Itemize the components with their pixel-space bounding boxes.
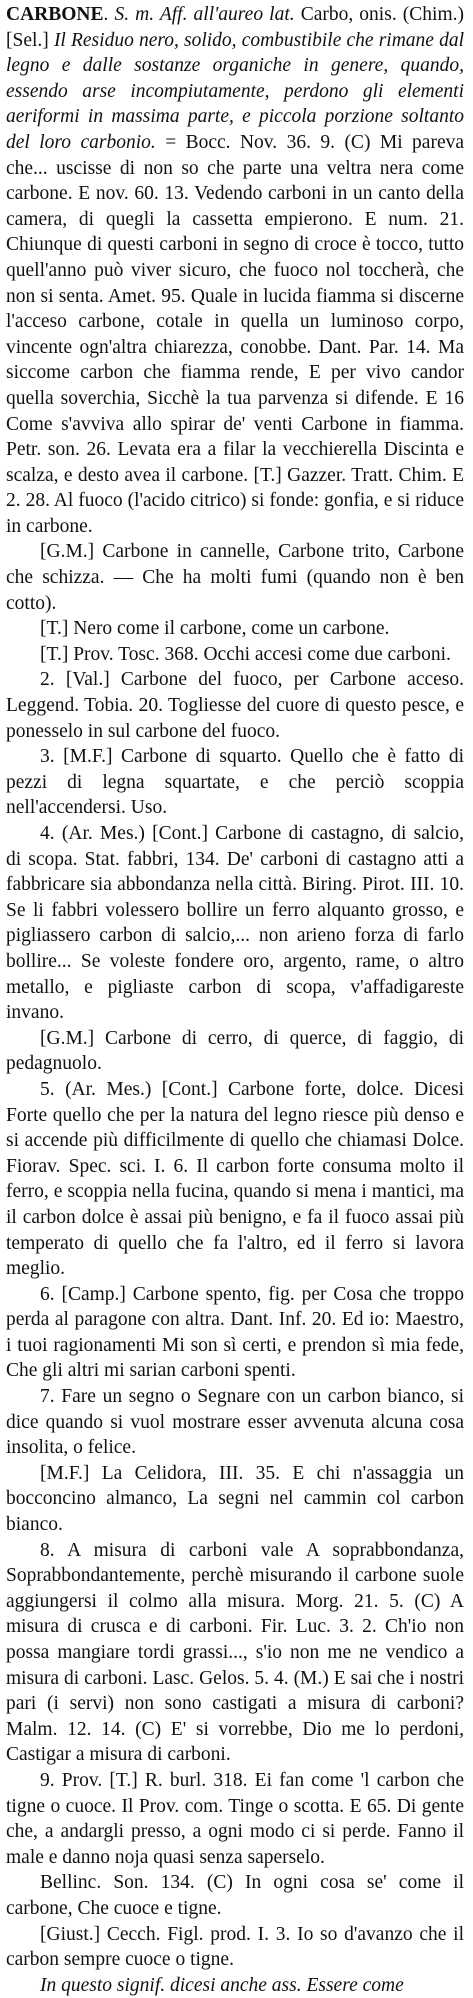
field-label: (Chim.) bbox=[402, 4, 464, 25]
sense-5: 5. (Ar. Mes.) [Cont.] Carbone forte, dolce. Dicesi Forte quello che per la natura del legno riesce più denso e si accende più difficilmente di quello che chiamasi Dolce. Fiorav. Spec. sci. I. 6. Il carbon forte consuma molto il ferro, e scoppia nella fucina, quando si mena i mantici, ma il carbon dolce è assai più benigno, e fa il fuoco assai più temperato di quello che fa l'altro, ed il ferro si lavora meglio. bbox=[6, 1078, 464, 1280]
sense-6: 6. [Camp.] Carbone spento, fig. per Cosa che troppo perda al paragone con altra. Dant. Inf. 20. Ed io: Maestro, i tuoi ragionamenti Mi son sì certi, e prendon sì mia fede, Che gli altri mi sarian carboni spenti. bbox=[6, 1283, 464, 1382]
dictionary-entry bbox=[6, 2, 464, 1998]
etymology: Carbo, onis. bbox=[300, 4, 397, 25]
sense-2: 2. [Val.] Carbone del fuoco, per Carbone acceso. Leggend. Tobia. 20. Togliesse del cuore di questo pesce, e ponesselo in sul carbone del fuoco. bbox=[6, 669, 464, 742]
sense-t-1: [T.] Nero come il carbone, come un carbone. bbox=[40, 618, 390, 640]
citation-bellinc: Bellinc. Son. 134. (C) In ogni cosa se' come il carbone, Che cuoce e tigne. bbox=[6, 1872, 464, 1919]
citation-giust: [Giust.] Cecch. Figl. prod. I. 3. Io so d'avanzo che il carbon sempre cuoce o tigne. bbox=[6, 1923, 464, 1971]
sense-3: 3. [M.F.] Carbone di squarto. Quello che è fatto di pezzi di legna squartate, e che perciò scoppia nell'accendersi. Uso. bbox=[6, 746, 464, 819]
sense-8: 8. A misura di carboni vale A soprabbondanza, Soprabbondantemente, perchè misurando il carbone suole aggiungersi il colmo alla misura. Morg. 21. 5. (C) A misura di crusca e di carboni. Fir. Luc. 3. 2. Ch'io non possa mangiare tordi grassi..., s'io non me ne vendico a misura di carboni. Lasc. Gelos. 5. 4. (M.) E sai che i nostri pari (i servi) non sono castigati a misura di carboni? Malm. 12. 14. (C) E' si vorrebbe, Dio me lo perdoni, Castigar a misura di carboni. bbox=[6, 1539, 464, 1766]
definition: Il Residuo nero, solido, combustibile che rimane dal legno e dalle sostanze organiche in genere, quando, essendo arse incompiutamente, perdono gli elementi aeriformi in massima parte, e piccola porzione soltanto del loro carbonio. bbox=[6, 29, 465, 153]
citations-1: = Bocc. Nov. 36. 9. (C) Mi pareva che... uscisse di non so che parte una veltra nera come carbone. E nov. 60. 13. Vedendo carboni in un canto della camera, di quegli la cassetta empierono. E num. 21. Chiunque di questi carboni in segno di croce è tocco, tutto quell'anno può viver sicuro, che fuoco nol toccherà, che non si senta. Amet. 95. Quale in lucida fiamma si discerne l'acceso carbone, cotale in quella un luminoso corpo, vincente ogn'altra chiarezza, conobbe. Dant. Par. 14. Ma siccome carbon che fiamma rende, E per vivo candor quella soverchia, Sicchè la tua parvenza si difende. E 16 Come s'avviva allo spirar de' venti Carbone in fiamma. Petr. son. 26. Levata era a filar la vecchierella Discinta e scalza, e desto avea il carbone. [T.] Gazzer. Tratt. Chim. E 2. 28. Al fuoco (l'acido citrico) si fonde: gonfia, e si riduce in carbone. bbox=[6, 131, 465, 537]
sense-mf-2: [M.F.] La Celidora, III. 35. E chi n'assaggia un bocconcino almanco, La segni nel cammin col carbon bianco. bbox=[6, 1462, 464, 1536]
sense-4: 4. (Ar. Mes.) [Cont.] Carbone di castagno, di salcio, di scopa. Stat. fabbri, 134. De' carboni di castagno atti a fabbricare sia abbondanza nella città. Biring. Pirot. III. 10. Se li fabbri volessero bollire un ferro alquanto grosso, e pigliassero carbon di salcio,... non arieno forza di farlo bollire... Se voleste fondere oro, argento, rame, o altro metallo, e pigliaste carbon di scopa, v'affadigareste invano. bbox=[6, 823, 464, 1024]
headword: CARBONE bbox=[6, 4, 104, 25]
sense-9: 9. Prov. [T.] R. burl. 318. Ei fan come 'l carbon che tigne o cuoce. Il Prov. com. Tinge o scotta. E 65. Di gente che, a andargli presso, a ogni modo ci si perde. Fanno il male e danno noja quasi senza saperselo. bbox=[6, 1769, 464, 1868]
grammar-note: S. m. Aff. all'aureo lat. bbox=[114, 4, 295, 25]
sense-t-2: [T.] Prov. Tosc. 368. Occhi accesi come due carboni. bbox=[40, 643, 451, 665]
sense-gm-1: [G.M.] Carbone in cannelle, Carbone trito, Carbone che schizza. — Che ha molti fumi (quando non è ben cotto). bbox=[6, 541, 464, 614]
sense-marker: [Sel.] bbox=[6, 29, 49, 51]
entry-intro: CARBONE. S. m. Aff. all'aureo lat. Carbo, onis. (Chim.) [Sel.] Il Residuo nero, solido, combustibile che rimane dal legno e dalle sostanze organiche in genere, quando, essendo arse incompiutamente, perdono gli elementi aeriformi in massima parte, e piccola porzione soltanto del loro carbonio. = Bocc. Nov. 36. 9. (C) Mi pareva che... uscisse di non so che parte una veltra nera come carbone. E nov. 60. 13. Vedendo carboni in un canto della camera, di quegli la cassetta empierono. E num. 21. Chiunque di questi carboni in segno di croce è tocco, tutto quell'anno può viver sicuro, che fuoco nol toccherà, che non si senta. Amet. 95. Quale in lucida fiamma si discerne l'acceso carbone, cotale in quella un luminoso corpo, vincente ogn'altra chiarezza, conobbe. Dant. Par. 14. Ma siccome carbon che fiamma rende, E per vivo candor quella soverchia, Sicchè la tua parvenza si difende. E 16 Come s'avviva allo spirar de' venti Carbone in fiamma. Petr. son. 26. Levata era a filar la vecchierella Discinta e scalza, e desto avea il carbone. [T.] Gazzer. Tratt. Chim. E 2. 28. Al fuoco (l'acido citrico) si fonde: gonfia, e si riduce in carbone. bbox=[6, 4, 465, 537]
sense-gm-2: [G.M.] Carbone di cerro, di querce, di faggio, di pedagnuolo. bbox=[6, 1027, 464, 1075]
last-line: In questo signif. dicesi anche ass. Essere come bbox=[40, 1974, 404, 1996]
sense-7: 7. Fare un segno o Segnare con un carbon bianco, si dice quando si vuol mostrare esser avvenuta alcuna cosa insolita, o felice. bbox=[6, 1386, 464, 1459]
